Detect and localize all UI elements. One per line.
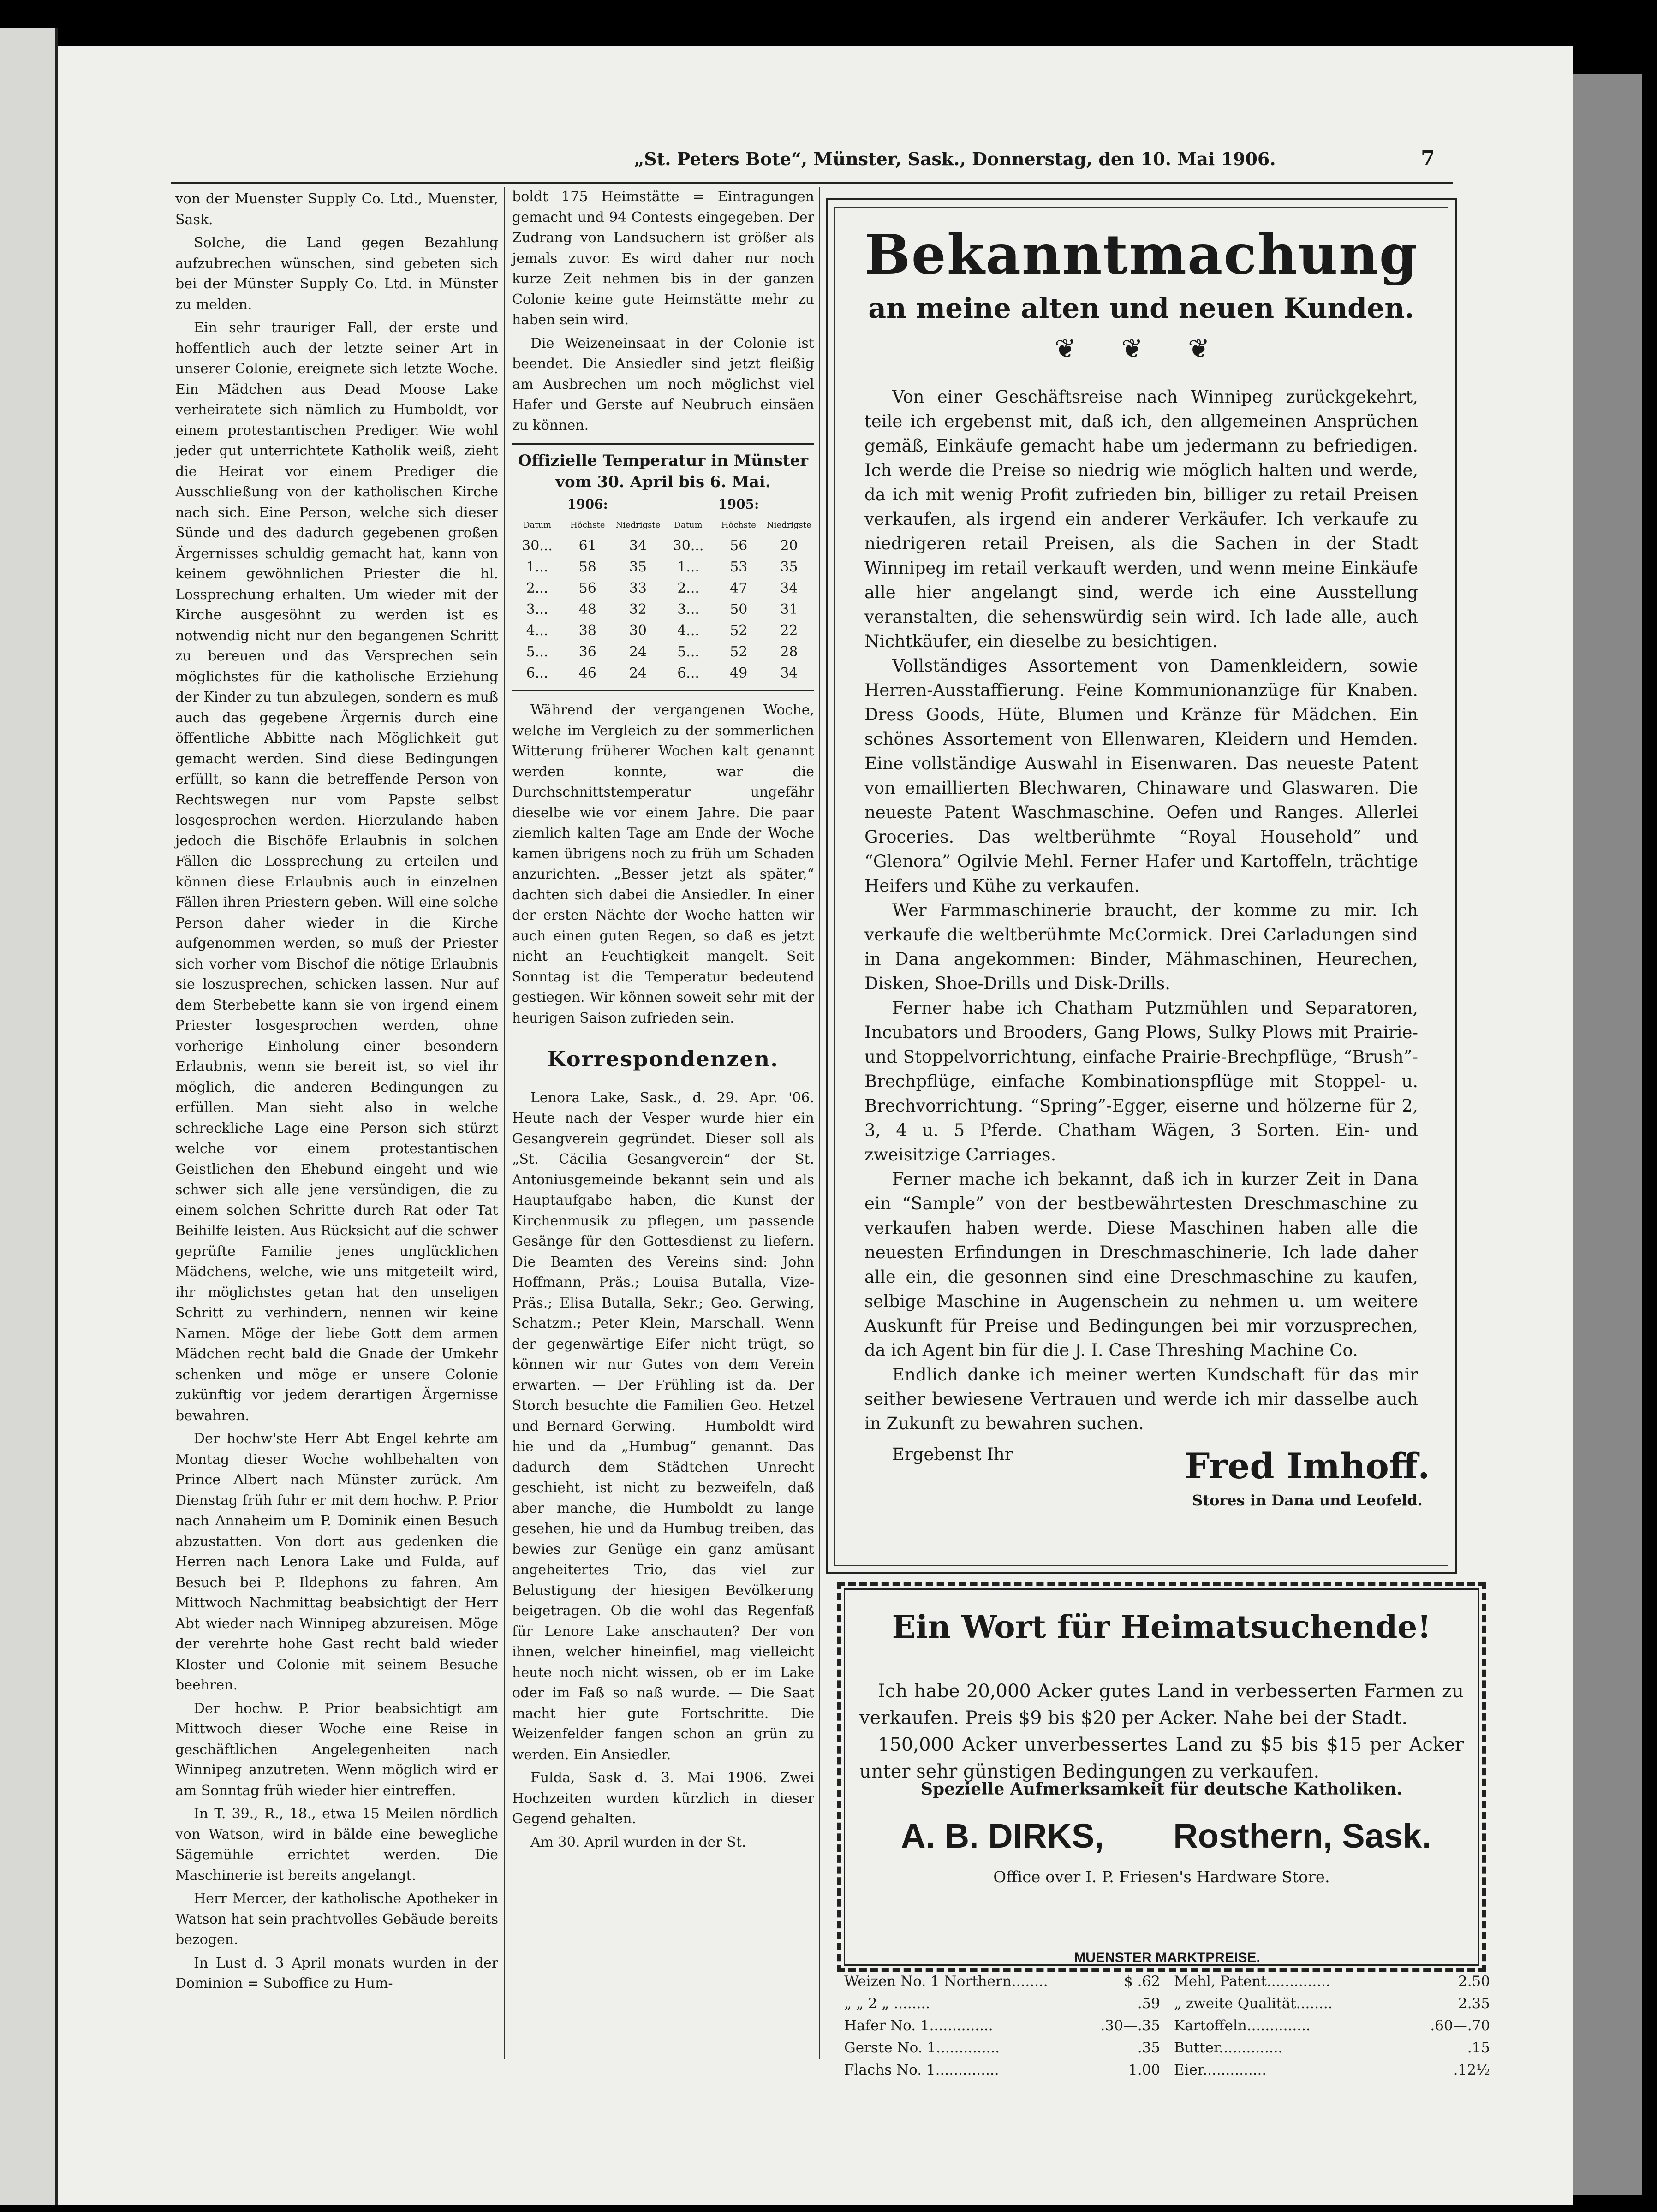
prices-left-column [844, 1970, 1160, 2081]
header-cell: Niedrigste [615, 520, 661, 530]
temperature-cell: 6... [526, 665, 548, 681]
temperature-row [512, 599, 814, 620]
ad-paragraph: Ich habe 20,000 Acker gutes Land in verbesserten Farmen zu verkaufen. Preis $9 bis $20 per Acker. Nahe bei der Stadt. [859, 1681, 1464, 1729]
ad-stores: Stores in Dana und Leofeld. [1192, 1492, 1423, 1509]
price-value: .35 [1137, 2040, 1160, 2056]
price-item: Mehl, Patent.............. [1174, 1973, 1330, 1990]
temperature-cell: 38 [578, 623, 596, 639]
temperature-cell: 48 [578, 601, 596, 618]
col1-paragraph: In Lust d. 3 April monats wurden in der Dominion = Suboffice zu Hum- [175, 1955, 498, 1992]
temperature-cell: 49 [730, 665, 748, 681]
price-row [1174, 2037, 1490, 2059]
temperature-rows [512, 535, 814, 684]
col2-paragraph: Lenora Lake, Sask., d. 29. Apr. '06. Heute nach der Vesper wurde hier ein Gesangverein gegründet. Dieser soll als „St. Cäcilia Gesangverein“ der St. Antoniusgemeinde bekannt sein und als Hauptaufgabe haben, die Kunst der Kirchenmusik zu pflegen, um passende Gesänge für den Gottesdienst zu liefern. Die Beamten des Vereins sind: John Hoffmann, Präs.; Louisa Butalla, Vize-Präs.; Elisa Butalla, Sekr.; Geo. Gerwing, Schatzm.; Peter Klein, Marschall. Wenn der gegenwärtige Eifer nicht trügt, so können wir nur Gutes von dem Verein erwarten. — Der Frühling ist da. Der Storch besuchte die Familien Geo. Hetzel und Bernard Gerwing. — Humboldt wird hie und da „Humbug“ genannt. Das dadurch dem Städtchen Unrecht geschieht, ist nicht zu bezweifeln, daß aber manche, die Humboldt zu lange gesehen, hie und da Humbug treiben, das bewies zur Genüge ein ganz amüsant angeheitertes Trio, das viel zur Belustigung der hiesigen Bevölkerung beigetragen. Ob die wohl das Regenfaß für Lenore Lake anschauten? Der von ihnen, welcher hineinfiel, mag vielleicht heute noch nicht wissen, ob er im Lake oder im Faß so naß wurde. — Die Saat macht hier gute Fortschritte. Die Weizenfelder fangen schon an grün zu werden. Ein Ansiedler. [512, 1089, 814, 1763]
ad-body [859, 1678, 1464, 1785]
price-value: .60—.70 [1430, 2017, 1490, 2034]
temperature-cell: 35 [780, 559, 798, 575]
column-2 [512, 187, 814, 1855]
market-prices-grid [844, 1970, 1490, 2081]
header-cell: Höchste [570, 520, 605, 530]
ad-signature-name: Fred Imhoff. [1185, 1445, 1430, 1487]
temperature-cell: 30 [629, 623, 647, 639]
temperature-row [512, 663, 814, 684]
price-item: Butter.............. [1174, 2040, 1283, 2056]
temperature-cell: 58 [578, 559, 596, 575]
temperature-cell: 2... [677, 580, 699, 596]
col1-paragraph: von der Muenster Supply Co. Ltd., Muenster, Sask. [175, 191, 498, 228]
temperature-row [512, 620, 814, 642]
price-row [844, 1992, 1160, 2015]
temperature-years [512, 494, 814, 515]
ad-bekanntmachung [826, 198, 1457, 1574]
section-title-korrespondenzen: Korrespondenzen. [547, 1047, 779, 1071]
col1-paragraph: Der hochw. P. Prior beabsichtigt am Mittwoch dieser Woche eine Reise in geschäftlichen Angelegenheiten nach Winnipeg anzutreten. Wenn möglich wird er am Sonntag früh wieder hier eintreffen. [175, 1700, 498, 1799]
col1-paragraph: Herr Mercer, der katholische Apotheker in Watson hat sein prachtvolles Gebäude bereits bezogen. [175, 1891, 498, 1948]
price-value: .12½ [1453, 2062, 1490, 2078]
temperature-cell: 28 [780, 644, 798, 660]
temperature-cell: 34 [629, 538, 647, 554]
book-spine [0, 28, 58, 2205]
temperature-cell: 5... [677, 644, 699, 660]
page-header: „St. Peters Bote“, Münster, Sask., Donnerstag, den 10. Mai 1906. [634, 149, 1276, 169]
temperature-table [512, 443, 814, 691]
ornament-icon: ❦ ❦ ❦ [1054, 334, 1228, 364]
ad-title: Ein Wort für Heimatsuchende! [892, 1609, 1431, 1646]
temperature-cell: 33 [629, 580, 647, 596]
ad-subtitle: an meine alten und neuen Kunden. [868, 292, 1414, 325]
market-prices [844, 1950, 1490, 2081]
col1-paragraph: In T. 39., R., 18., etwa 15 Meilen nördlich von Watson, wird in bälde eine bewegliche Sägemühle errichtet werden. Die Maschinerie ist bereits angelangt. [175, 1806, 498, 1884]
price-row [1174, 1970, 1490, 1992]
col2-paragraph: Die Weizeneinsaat in der Colonie ist beendet. Die Ansiedler sind jetzt fleißig am Ausbrechen um noch möglichst viel Hafer und Gerste auf Neubruch einsäen zu können. [512, 335, 814, 434]
col2-paragraph: Fulda, Sask d. 3. Mai 1906. Zwei Hochzeiten wurden kürzlich in dieser Gegend gehalten. [512, 1770, 814, 1827]
price-row [1174, 1992, 1490, 2015]
col1-paragraph: Der hochw'ste Herr Abt Engel kehrte am Montag dieser Woche wohlbehalten von Prince Albert nach Münster zurück. Am Dienstag früh fuhr er mit dem hochw. P. Prior nach Annaheim um P. Dominik einen Besuch abzustatten. Von dort aus gedenken die Herren nach Lenora Lake und Fulda, auf Besuch bei P. Ildephons zu fahren. Am Mittwoch Nachmittag beabsichtigt der Herr Abt wieder nach Winnipeg abzureisen. Möge der verehrte hohe Gast recht bald wieder Kloster und Colonie mit seinem Besuche beehren. [175, 1431, 498, 1693]
price-value: 2.50 [1458, 1973, 1490, 1990]
ad-paragraph: Ferner habe ich Chatham Putzmühlen und Separatoren, Incubators und Brooders, Gang Plows, Sulky Plows mit Prairie- und Stoppelvorrichtung, einfache Prairie-Brechpflüge, “Brush”-Brechpflüge, einfache Kombinationspflüge mit Stoppel- u. Brechvorrichtung. “Spring”-Egger, eiserne und hölzerne für 2, 3, 4 u. 5 Pferde. Chatham Wägen, 3 Sorten. Ein- und zweisitzige Carriages. [864, 998, 1418, 1165]
temperature-cell: 56 [730, 538, 748, 554]
ad-title: Bekanntmachung [864, 222, 1419, 286]
prices-right-column [1174, 1970, 1490, 2081]
temperature-title: Offizielle Temperatur in Münster vom 30. April bis 6. Mai. [518, 452, 809, 491]
header-cell: Datum [523, 520, 552, 530]
temperature-cell: 1... [677, 559, 699, 575]
column-rule-1 [504, 187, 505, 2059]
temperature-cell: 2... [526, 580, 548, 596]
price-item: Eier.............. [1174, 2062, 1267, 2078]
temperature-cell: 61 [578, 538, 596, 554]
temperature-row [512, 578, 814, 599]
temperature-cell: 24 [629, 644, 647, 660]
temperature-row [512, 535, 814, 557]
price-item: Kartoffeln.............. [1174, 2017, 1311, 2034]
col2-paragraph: Während der vergangenen Woche, welche im Vergleich zu der sommerlichen Witterung früherer Wochen kalt genannt werden konnte, war die Durchschnittstemperatur ungefähr dieselbe wie vor einem Jahre. Die paar ziemlich kalten Tage am Ende der Woche kamen übrigens noch zu früh um Schaden anzurichten. „Besser jetzt als später,“ dachten sich dabei die Ansiedler. In einer der ersten Nächte der Woche hatten wir auch einen guten Regen, so daß es jetzt nicht an Feuchtigkeit mangelt. Seit Sonntag ist die Temperatur bedeutend gestiegen. Wir können soweit sehr mit der heurigen Saison zufrieden sein. [512, 702, 814, 1026]
price-value: .15 [1467, 2040, 1490, 2056]
temperature-cell: 34 [780, 580, 798, 596]
temperature-cell: 30... [522, 538, 553, 554]
temperature-cell: 34 [780, 665, 798, 681]
temperature-cell: 47 [730, 580, 748, 596]
ad-closing: Ergebenst Ihr [892, 1445, 1013, 1464]
col1-paragraph: Solche, die Land gegen Bezahlung aufzubrechen wünschen, sind gebeten sich bei der Münster Supply Co. Ltd. in Münster zu melden. [175, 235, 498, 313]
temperature-cell: 5... [526, 644, 548, 660]
temperature-cell: 50 [730, 601, 748, 618]
col1-paragraph: Ein sehr trauriger Fall, der erste und hoffentlich auch der letzte seiner Art in unserer Colonie, ereignete sich letzte Woche. Ein Mädchen aus Dead Moose Lake verheiratete sich nämlich zu Humboldt, vor einem protestantischen Prediger. Wie wohl jeder gut unterrichtete Katholik weiß, zieht die Heirat vor einem Prediger die Ausschließung von der katholischen Kirche nach sich. Eine Person, welche sich dieser Sünde und des dadurch gegebenen großen Ärgernisses schuldig gemacht hat, kann von keinem gewöhnlichen Priester die hl. Lossprechung erhalten. Um wieder mit der Kirche ausgesöhnt zu werden ist es notwendig nicht nur den begangenen Schritt zu bereuen und das Versprechen sein möglichstes für die katholische Erziehung der Kinder zu tun abzulegen, sondern es muß auch das gegebene Ärgernis durch eine öffentliche Abbitte nach Möglichkeit gut gemacht werden. Sind diese Bedingungen erfüllt, so kann die betreffende Person von Rechtswegen nur vom Papste selbst losgesprochen werden. Hierzulande haben jedoch die Bischöfe Erlaubnis in solchen Fällen die Lossprechung zu erteilen und können diese Erlaubnis auch in einzelnen Fällen ihren Priestern geben. Will eine solche Person daher wieder in die Kirche aufgenommen werden, so muß der Priester sich vorher vom Bischof die nötige Erlaubnis sie loszusprechen, schicken lassen. Nur auf dem Sterbebette kann sie von irgend einem Priester losgesprochen werden, ohne vorherige Einholung einer besondern Erlaubnis, wenn sie bereit ist, so viel ihr möglich, die anderen Bedingungen zu erfüllen. Man sieht also in welche schreckliche Lage eine Person sich stürzt welche vor einem protestantischen Geistlichen den Ehebund eingeht und wie schwer sich alle jene versündigen, die zu einem solchen Schritte durch Rat oder Tat Beihilfe leisten. Aus Rücksicht auf die schwer geprüfte Familie jenes unglücklichen Mädchens, welche, wie uns mitgeteilt wird, ihr möglichstes getan hat den unseligen Schritt zu verhindern, nennen wir keine Namen. Möge der liebe Gott dem armen Mädchen recht bald die Gnade der Umkehr schenken und möge er unsere Colonie zukünftig vor jedem derartigen Ärgernisse bewahren. [175, 320, 498, 1424]
price-value: $ .62 [1124, 1973, 1160, 1990]
price-item: Flachs No. 1.............. [844, 2062, 999, 2078]
temperature-cell: 36 [578, 644, 596, 660]
price-row [844, 2037, 1160, 2059]
col2-paragraph: boldt 175 Heimstätte = Eintragungen gemacht und 94 Contests eingegeben. Der Zudrang von Landsuchern ist größer als jemals zuvor. Es wird daher nur noch kurze Zeit nehmen bis in der ganzen Colonie keine gute Heimstätte mehr zu haben sein wird. [512, 189, 814, 328]
temperature-cell: 3... [677, 601, 699, 618]
price-item: Gerste No. 1.............. [844, 2040, 1000, 2056]
price-item: „ „ 2 „ ........ [844, 1995, 930, 2012]
temperature-row [512, 642, 814, 663]
column-1 [175, 189, 498, 1997]
ad-paragraph: Wer Farmmaschinerie braucht, der komme zu mir. Ich verkaufe die weltberühmte McCormick. Drei Carladungen sind in Dana angekommen: Binder, Mähmaschinen, Heurechen, Disken, Shoe-Drills und Disk-Drills. [864, 900, 1418, 993]
column-rule-2 [819, 187, 820, 2059]
header-cell: Höchste [721, 520, 756, 530]
price-value: .30—.35 [1100, 2017, 1160, 2034]
header-rule [171, 182, 1453, 184]
temperature-cell: 30... [673, 538, 704, 554]
price-row [844, 2015, 1160, 2037]
temperature-year-1906: 1906: [567, 497, 608, 512]
temperature-cell: 46 [578, 665, 596, 681]
ad-special-note: Spezielle Aufmerksamkeit für deutsche Katholiken. [921, 1779, 1402, 1799]
col2-paragraph: Am 30. April wurden in der St. [530, 1834, 746, 1850]
ad-advertiser-name: A. B. DIRKS, [901, 1817, 1104, 1855]
temperature-row [512, 557, 814, 578]
temperature-cell: 24 [629, 665, 647, 681]
temperature-cell: 6... [677, 665, 699, 681]
temperature-cell: 22 [780, 623, 798, 639]
price-value: .59 [1137, 1995, 1160, 2012]
temperature-cell: 56 [578, 580, 596, 596]
page-edges [1573, 74, 1642, 2195]
temperature-year-1905: 1905: [718, 497, 759, 512]
temperature-header-row [512, 515, 814, 536]
temperature-cell: 4... [677, 623, 699, 639]
ad-paragraph: 150,000 Acker unverbessertes Land zu $5 bis $15 per Acker unter sehr günstigen Bedingungen zu verkaufen. [859, 1734, 1464, 1782]
price-item: „ zweite Qualität........ [1174, 1995, 1333, 2012]
price-row [1174, 2015, 1490, 2037]
temperature-cell: 35 [629, 559, 647, 575]
ad-paragraph: Von einer Geschäftsreise nach Winnipeg zurückgekehrt, teile ich ergebenst mit, daß ich, den allgemeinen Ansprüchen gemäß, Einkäufe gemacht habe um jedermann zu befriedigen. Ich werde die Preise so niedrig wie möglich halten und werde, da ich mit wenig Profit zufrieden bin, billiger zu retail Preisen verkaufen, als irgend ein anderer Verkäufer. Ich verkaufe zu niedrigeren retail Preisen, als die Sachen in der Stadt Winnipeg im retail verkauft werden, und wenn meine Einkäufe alle hier angelangt sind, werde ich eine Ausstellung veranstalten, die sehenswürdig sein wird. Ich lade alle, auch Nichtkäufer, ein dieselbe zu besichtigen. [864, 387, 1418, 651]
price-value: 2.35 [1458, 1995, 1490, 2012]
ad-body [864, 385, 1418, 1467]
price-row [844, 2059, 1160, 2081]
ad-paragraph: Endlich danke ich meiner werten Kundschaft für das mir seither bewiesene Vertrauen und werde ich mir dasselbe auch in Zukunft zu bewahren suchen. [864, 1365, 1418, 1433]
temperature-cell: 52 [730, 644, 748, 660]
ad-heimatsuchende [837, 1582, 1486, 1972]
temperature-cell: 31 [780, 601, 798, 618]
page-number: 7 [1421, 147, 1435, 170]
ad-paragraph: Ferner mache ich bekannt, daß ich in kurzer Zeit in Dana ein “Sample” von der bestbewährtesten Dreschmaschine zu verkaufen haben werde. Diese Maschinen haben alle die neuesten Erfindungen in Dreschmaschinerie. Ich lade daher alle ein, die gesonnen sind eine Dreschmaschine zu kaufen, selbige Maschine in Augenschein zu nehmen u. um weitere Auskunft für Preise und Bedingungen bei mir vorzusprechen, da ich Agent bin für die J. I. Case Threshing Machine Co. [864, 1169, 1418, 1360]
price-item: Hafer No. 1.............. [844, 2017, 993, 2034]
header-cell: Niedrigste [767, 520, 811, 530]
temperature-cell: 52 [730, 623, 748, 639]
ad-advertiser-city: Rosthern, Sask. [1173, 1817, 1431, 1855]
temperature-cell: 4... [526, 623, 548, 639]
temperature-cell: 1... [526, 559, 548, 575]
price-item: Weizen No. 1 Northern........ [844, 1973, 1048, 1990]
temperature-cell: 32 [629, 601, 647, 618]
market-prices-title: MUENSTER MARKTPREISE. [1074, 1950, 1260, 1965]
price-row [844, 1970, 1160, 1992]
price-value: 1.00 [1128, 2062, 1160, 2078]
temperature-cell: 20 [780, 538, 798, 554]
price-row [1174, 2059, 1490, 2081]
temperature-cell: 53 [730, 559, 748, 575]
ad-paragraph: Vollständiges Assortement von Damenkleidern, sowie Herren-Ausstaffierung. Feine Kommunionanzüge für Knaben. Dress Goods, Hüte, Blumen und Kränze für Mädchen. Ein schönes Assortement von Ellenwaren, Kleidern und Hemden. Eine vollständige Auswahl in Eisenwaren. Das neueste Patent von emaillierten Blechwaren, Chinaware und Glaswaren. Die neueste Patent Waschmaschine. Oefen und Ranges. Allerlei Groceries. Das weltberühmte “Royal Household” und “Glenora” Ogilvie Mehl. Ferner Hafer und Kartoffeln, trächtige Heifers und Kühe zu verkaufen. [864, 656, 1418, 896]
temperature-cell: 3... [526, 601, 548, 618]
header-cell: Datum [674, 520, 703, 530]
ad-office-address: Office over I. P. Friesen's Hardware Store. [993, 1868, 1330, 1886]
